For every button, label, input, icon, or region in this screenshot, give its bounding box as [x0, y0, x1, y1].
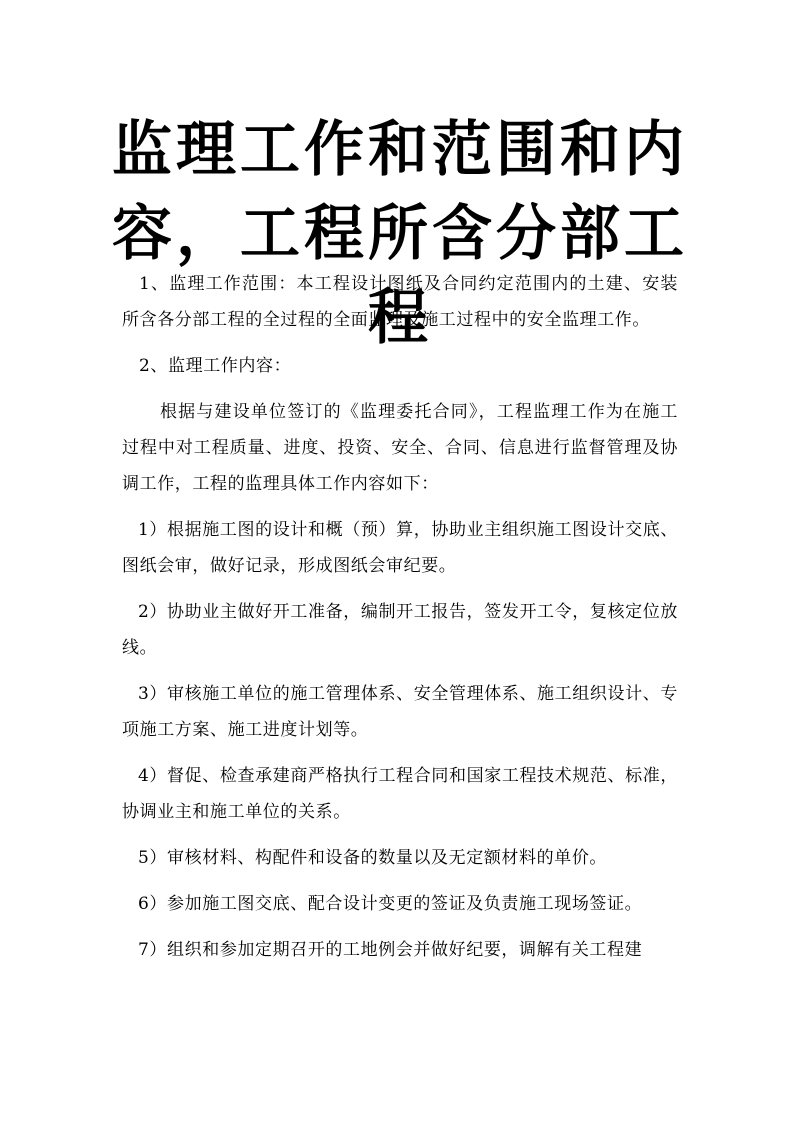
list-item-4: 4）督促、检查承建商严格执行工程合同和国家工程技术规范、标准，协调业主和施工单位的关系。 — [122, 766, 678, 822]
list-item-2: 2）协助业主做好开工准备，编制开工报告，签发开工令，复核定位放线。 — [122, 602, 678, 658]
list-item-5: 5）审核材料、构配件和设备的数量以及无定额材料的单价。 — [138, 848, 608, 868]
paragraph-scope: 1、监理工作范围：本工程设计图纸及合同约定范围内的土建、安装所含各分部工程的全过程的全面监理及施工过程中的安全监理工作。 — [122, 274, 678, 330]
paragraph-intro: 根据与建设单位签订的《监理委托合同》，工程监理工作为在施工过程中对工程质量、进度、投资、安全、合同、信息进行监督管理及协调工作，工程的监理具体工作内容如下： — [122, 402, 678, 494]
list-item-7: 7）组织和参加定期召开的工地例会并做好纪要，调解有关工程建 — [138, 940, 643, 960]
document-body — [122, 266, 678, 968]
paragraph-content-heading: 2、监理工作内容： — [139, 356, 292, 376]
list-item-6: 6）参加施工图交底、配合设计变更的签证及负责施工现场签证。 — [138, 894, 643, 914]
list-item-1: 1）根据施工图的设计和概（预）算，协助业主组织施工图设计交底、图纸会审，做好记录，形成图纸会审纪要。 — [122, 520, 678, 576]
document-title: 监理工作和范围和内容，工程所含分部工程 — [112, 115, 688, 353]
list-item-3: 3）审核施工单位的施工管理体系、安全管理体系、施工组织设计、专项施工方案、施工进度计划等。 — [122, 684, 678, 740]
